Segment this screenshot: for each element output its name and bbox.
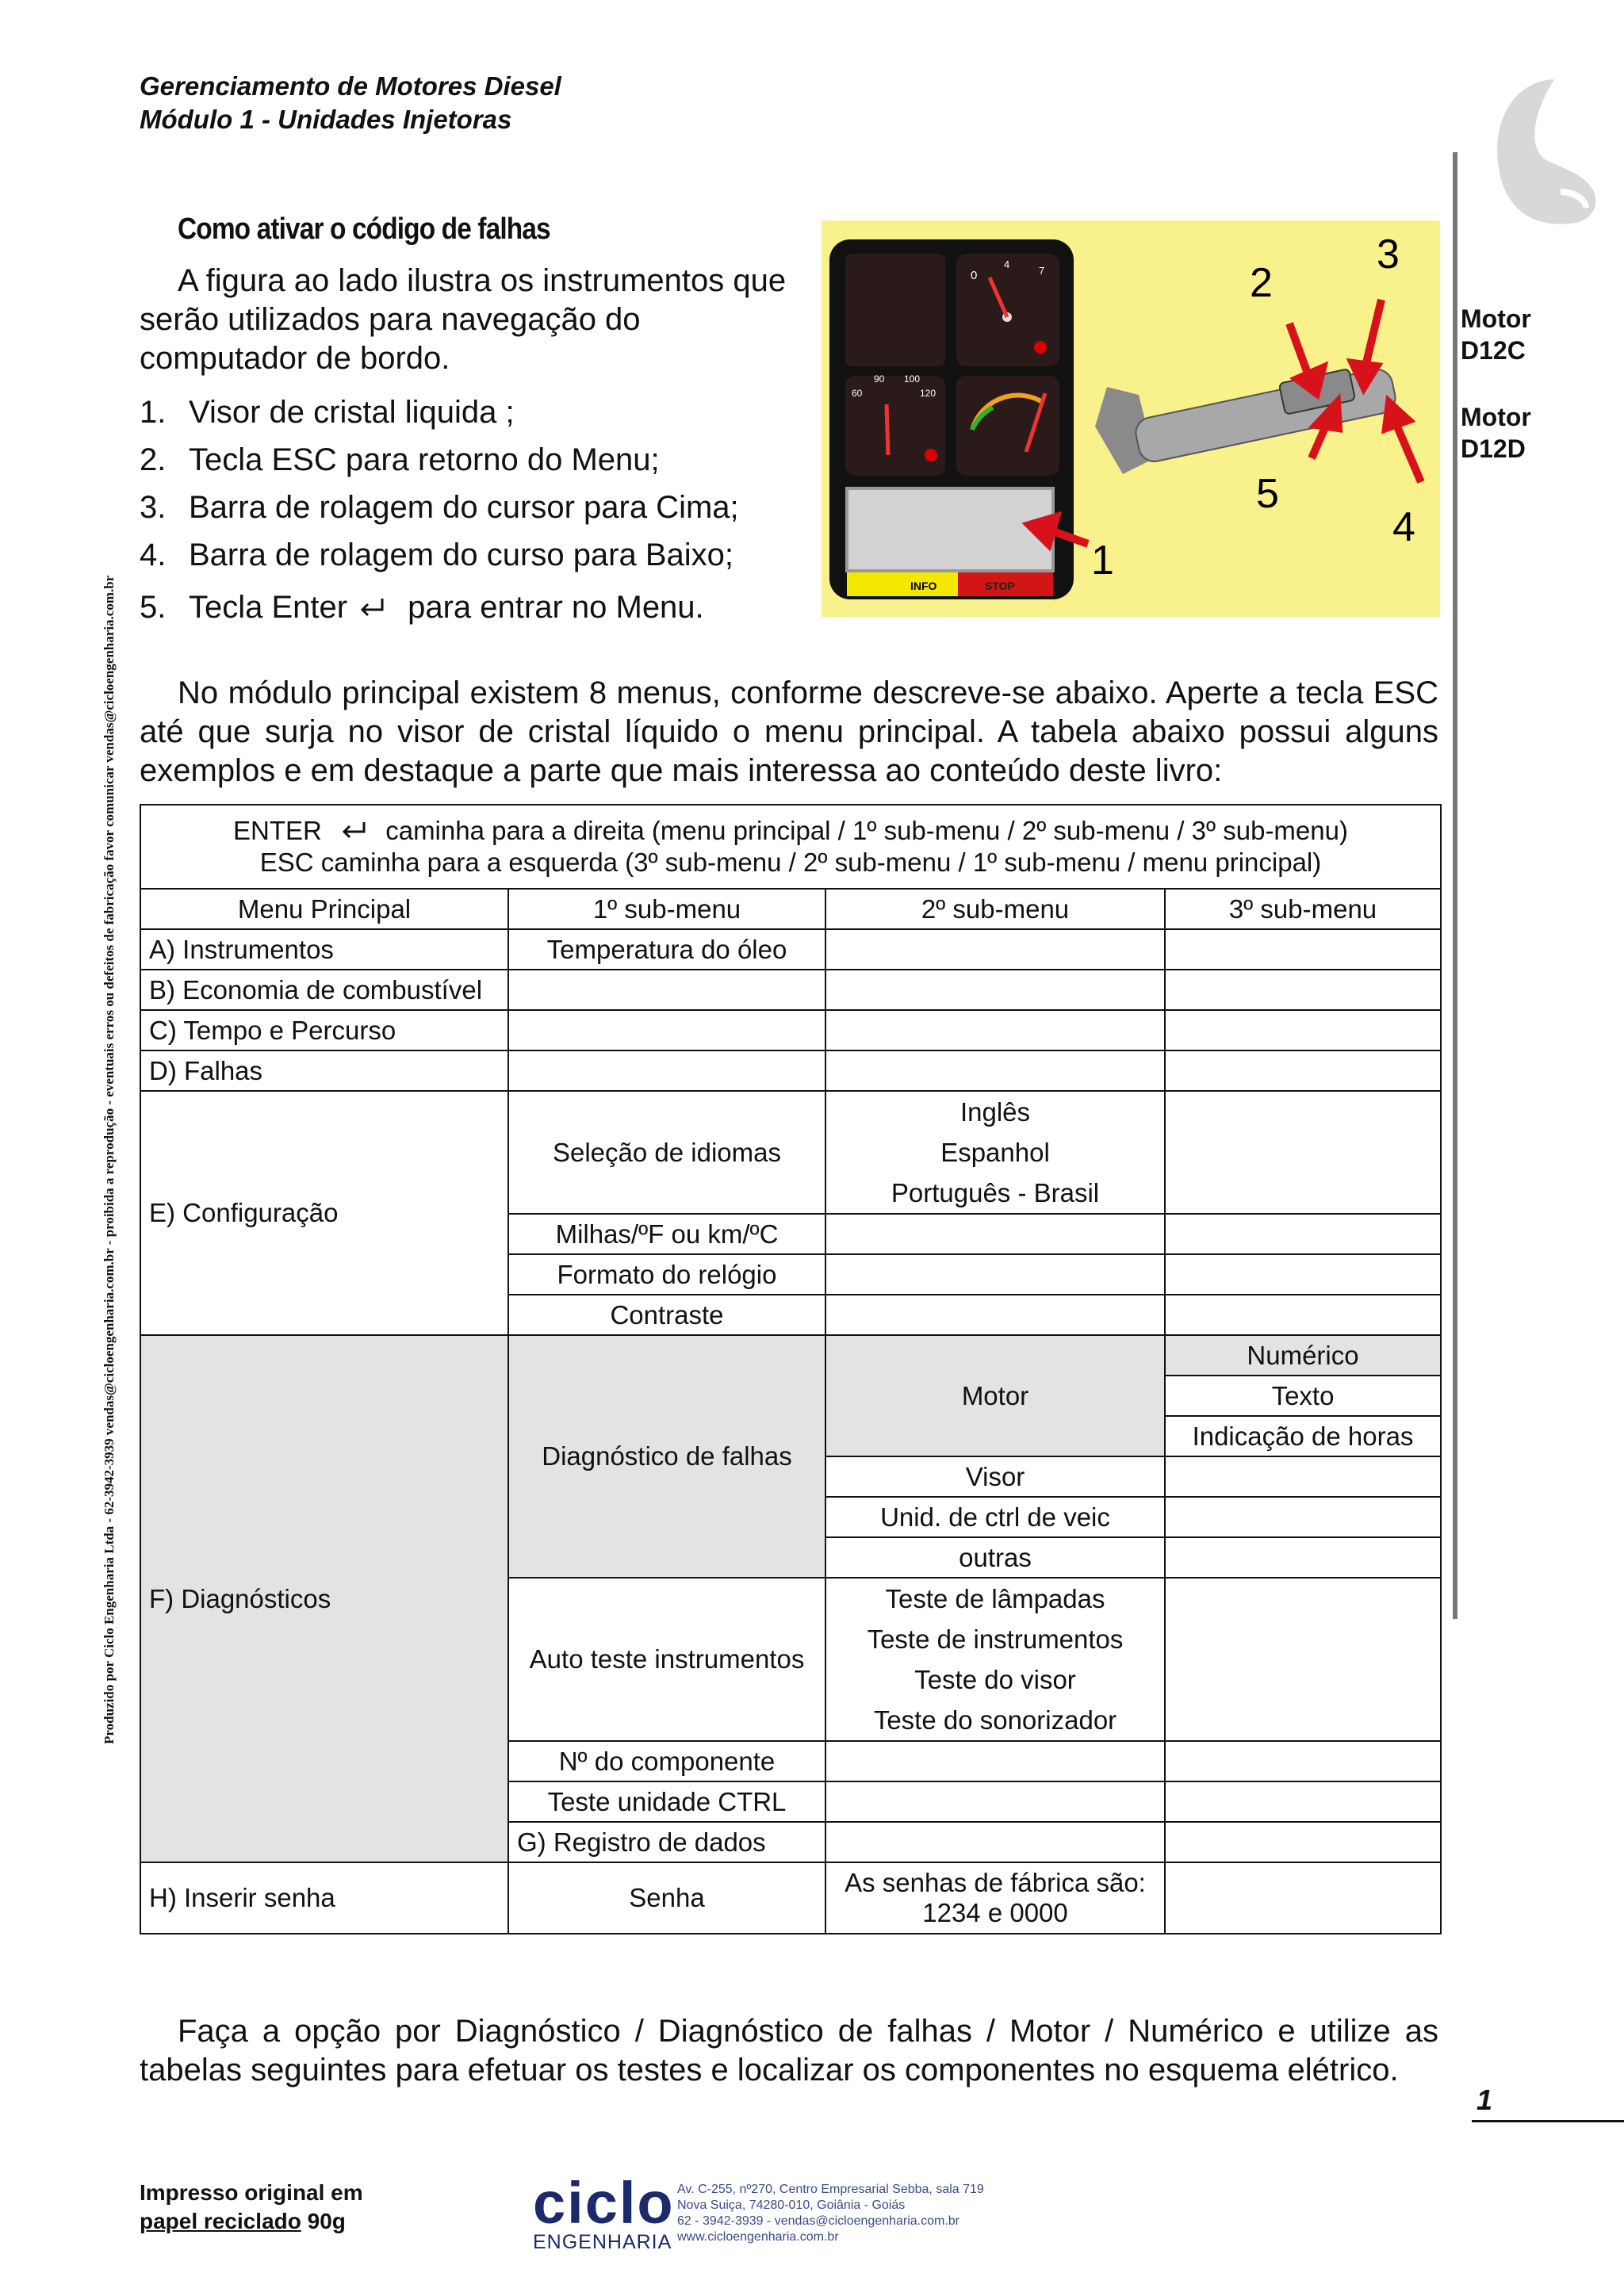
password-note-line: As senhas de fábrica são: (845, 1868, 1146, 1897)
column-header: Menu Principal (140, 889, 508, 929)
submenu-cell: Visor (825, 1456, 1165, 1497)
menu-cell: H) Inserir senha (140, 1862, 508, 1934)
menu-table (140, 804, 1442, 1934)
option-text: Teste do sonorizador (873, 1705, 1117, 1735)
list-text-after: para entrar no Menu. (408, 589, 704, 625)
navigation-note (140, 805, 1441, 889)
password-note (825, 1862, 1165, 1934)
table-row (140, 1335, 1441, 1376)
header-line-2: Módulo 1 - Unidades Injetoras (140, 105, 512, 134)
company-address (677, 2182, 984, 2245)
list-text: Barra de rolagem do cursor para Cima; (189, 489, 739, 525)
info-warning (847, 572, 958, 596)
submenu-cell: Unid. de ctrl de veic (825, 1497, 1165, 1537)
gauge-tick: 90 (874, 373, 885, 385)
table-row (140, 1050, 1441, 1091)
page-number: 1 (1477, 2084, 1493, 2116)
logo-subtitle: ENGENHARIA (533, 2231, 672, 2253)
list-text: Tecla ESC para retorno do Menu; (189, 442, 660, 477)
submenu-cell-highlight: Motor (825, 1335, 1165, 1456)
gauge-tick: 0 (971, 269, 978, 282)
vertical-copyright-note: Produzido por Ciclo Engenharia Ltda - 62-3942-3939 vendas@cicloengenharia.com.br - proibida a reprodução - eventuais erros ou defeitos de fabricação favor comunicar vendas@cicloengenharia.com.br (102, 575, 117, 1744)
running-header (140, 70, 561, 136)
address-line: www.cicloengenharia.com.br (677, 2230, 839, 2244)
column-header: 2º sub-menu (825, 889, 1165, 929)
instrument-figure (822, 220, 1440, 617)
column-header: 3º sub-menu (1165, 889, 1441, 929)
esc-description: ESC caminha para a esquerda (3º sub-menu / 2º sub-menu / 1º sub-menu / menu principal) (259, 848, 1322, 877)
list-number: 2. (140, 442, 167, 477)
table-row (140, 1010, 1441, 1050)
submenu-cell: Indicação de horas (1165, 1416, 1441, 1456)
logo-word: ciclo (533, 2170, 675, 2236)
screen-box (845, 254, 945, 366)
menu-cell: B) Economia de combustível (140, 970, 508, 1010)
menu-cell-highlight: F) Diagnósticos (140, 1335, 508, 1862)
submenu-cell: Milhas/ºF ou km/ºC (508, 1214, 825, 1254)
table-header-row (140, 889, 1441, 929)
option-text: Português - Brasil (891, 1178, 1100, 1207)
submenu-cell: outras (825, 1537, 1165, 1578)
option-text: Teste de lâmpadas (885, 1584, 1105, 1613)
address-line: 62 - 3942-3939 - vendas@cicloengenharia.com.br (677, 2214, 960, 2228)
motor-model-text: D12D (1461, 434, 1526, 463)
enter-key-icon (358, 590, 385, 626)
submenu-cell: Contraste (508, 1295, 825, 1335)
submenu-cell: Formato do relógio (508, 1254, 825, 1295)
table-row (140, 1091, 1441, 1214)
menu-cell: D) Falhas (140, 1050, 508, 1091)
body-paragraph: No módulo principal existem 8 menus, conforme descreve-se abaixo. Aperte a tecla ESC até que surja no visor de cristal líquido o menu principal. A tabela abaixo possui alguns exemplos e em destaque a parte que mais interessa ao conteúdo deste livro: (140, 675, 1438, 788)
info-text: INFO (910, 580, 937, 592)
motor-label-2 (1461, 401, 1531, 465)
menu-cell: E) Configuração (140, 1091, 508, 1335)
enter-key-icon (340, 815, 367, 847)
closing-paragraph: Faça a opção por Diagnóstico / Diagnóstico de falhas / Motor / Numérico e utilize as tabelas seguintes para efetuar os testes e localizar os componentes no esquema elétrico. (140, 2014, 1438, 2087)
list-text: Visor de cristal liquida ; (189, 394, 515, 430)
option-text: Espanhol (940, 1138, 1050, 1167)
submenu-cell: Teste unidade CTRL (508, 1781, 825, 1822)
enter-description: caminha para a direita (menu principal / 1º sub-menu / 2º sub-menu / 3º sub-menu) (385, 816, 1348, 845)
option-text: Teste do visor (914, 1665, 1076, 1694)
motor-model-text: D12C (1461, 336, 1526, 365)
side-logo-icon (1467, 73, 1602, 259)
motor-label-text: Motor (1461, 304, 1531, 333)
submenu-cell: Senha (508, 1862, 825, 1934)
list-item (140, 436, 822, 484)
motor-label-text: Motor (1461, 403, 1531, 431)
list-item (140, 579, 822, 636)
table-row (140, 805, 1441, 889)
submenu-cell: Texto (1165, 1376, 1441, 1416)
menu-cell: A) Instrumentos (140, 929, 508, 970)
gauge-tick: 4 (1004, 258, 1010, 270)
list-number: 3. (140, 489, 167, 525)
option-text: Inglês (959, 1097, 1031, 1127)
print-note (140, 2179, 363, 2236)
submenu-cell-highlight: Diagnóstico de falhas (508, 1335, 825, 1578)
password-note-line: 1234 e 0000 (922, 1898, 1068, 1927)
submenu-cell: Temperatura do óleo (508, 929, 825, 970)
submenu-cell-highlight: Numérico (1165, 1335, 1441, 1376)
header-line-1: Gerenciamento de Motores Diesel (140, 71, 561, 101)
column-header: 1º sub-menu (508, 889, 825, 929)
option-text: Teste de instrumentos (867, 1624, 1124, 1654)
list-item (140, 531, 822, 579)
callout-2: 2 (1250, 260, 1273, 306)
stop-text: STOP (985, 580, 1015, 592)
gauge-tick: 7 (1039, 265, 1045, 277)
print-note-line: Impresso original em (140, 2180, 363, 2205)
list-item (140, 388, 822, 436)
list-number: 4. (140, 537, 167, 572)
print-note-underlined: papel reciclado (140, 2209, 301, 2233)
side-rule (1453, 152, 1457, 1619)
table-row (140, 970, 1441, 1010)
table-row (140, 929, 1441, 970)
motor-label-1 (1461, 303, 1531, 366)
submenu-cell: Seleção de idiomas (508, 1091, 825, 1214)
list-item (140, 484, 822, 531)
section-title: Como ativar o código de falhas (178, 212, 550, 246)
lcd-screen (847, 488, 1053, 571)
list-text: Barra de rolagem do curso para Baixo; (189, 537, 734, 572)
language-options (825, 1091, 1165, 1214)
callout-5: 5 (1256, 471, 1279, 517)
callout-1: 1 (1091, 538, 1114, 584)
page-number-rule (1472, 2120, 1624, 2122)
enter-label: ENTER (233, 816, 322, 845)
print-note-weight: 90g (307, 2209, 346, 2233)
gauge-tick: 100 (904, 373, 921, 385)
menu-cell: C) Tempo e Percurso (140, 1010, 508, 1050)
company-logo (533, 2170, 675, 2254)
address-line: Av. C-255, nº270, Centro Empresarial Sebba, sala 719 (677, 2183, 984, 2196)
instrument-list (140, 388, 822, 636)
menu-cell: G) Registro de dados (508, 1822, 825, 1862)
table-row (140, 1862, 1441, 1934)
intro-paragraph: A figura ao lado ilustra os instrumentos que serão utilizados para navegação do computador de bordo. (140, 263, 787, 376)
submenu-cell: Auto teste instrumentos (508, 1578, 825, 1741)
list-text: Tecla Enter (189, 589, 348, 625)
address-line: Nova Suiça, 74280-010, Goiânia - Goiás (677, 2198, 906, 2212)
submenu-cell: Nº do componente (508, 1741, 825, 1781)
gauge-tick: 60 (852, 388, 863, 399)
list-number: 1. (140, 394, 167, 430)
callout-3: 3 (1377, 232, 1400, 277)
gauge-tick: 120 (920, 388, 936, 399)
self-test-options (825, 1578, 1165, 1741)
list-number: 5. (140, 589, 167, 625)
callout-4: 4 (1392, 504, 1415, 550)
